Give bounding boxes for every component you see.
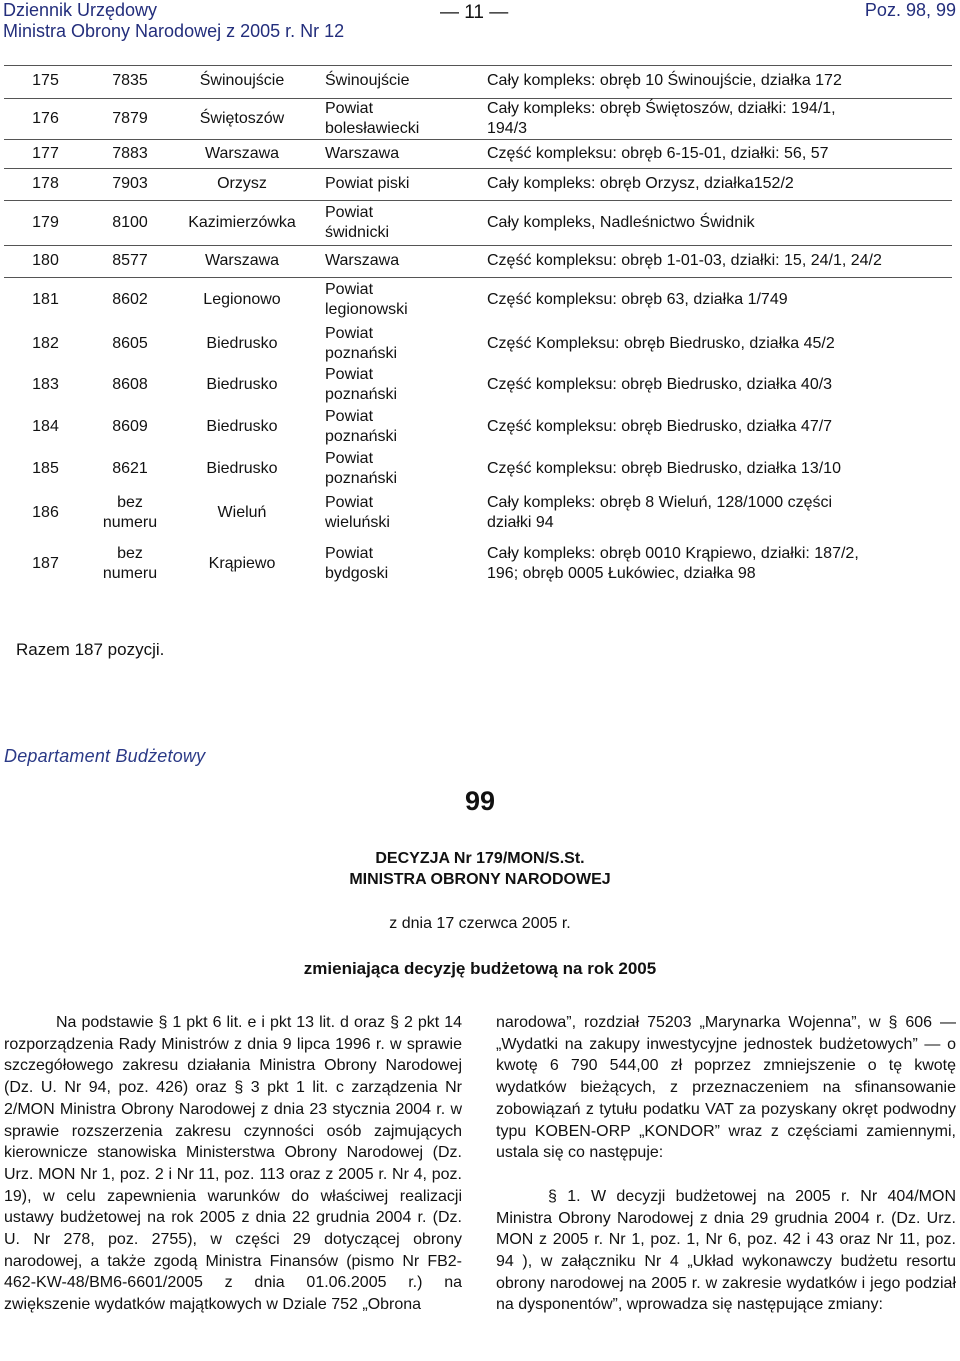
page-number: — 11 — xyxy=(440,2,509,23)
cell-number: 8577 xyxy=(112,252,148,269)
cell-locality: Biedrusko xyxy=(206,418,278,435)
cell-number: 7903 xyxy=(112,175,148,192)
cell-description: Cały kompleks: obręb Świętoszów, działki: 194/1, 194/3 xyxy=(487,99,836,137)
cell-locality: Kazimierzówka xyxy=(188,213,296,231)
cell-lp: 180 xyxy=(32,252,59,269)
cell-number: 8605 xyxy=(112,334,148,352)
cell-locality: Orzysz xyxy=(217,175,267,192)
cell-lp: 175 xyxy=(32,72,59,90)
cell-lp: 183 xyxy=(32,376,59,393)
body-left-column xyxy=(4,1012,462,1316)
cell-lp: 176 xyxy=(32,109,59,127)
cell-locality: Legionowo xyxy=(203,291,281,309)
cell-description: Cały kompleks, Nadleśnictwo Świdnik xyxy=(487,213,755,231)
cell-description: Część kompleksu: obręb Biedrusko, działka 40/3 xyxy=(487,376,833,393)
table-row xyxy=(4,65,952,98)
decision-issuer: MINISTRA OBRONY NARODOWEJ xyxy=(349,871,611,888)
position-numbers: Poz. 98, 99 xyxy=(864,0,956,20)
table-row xyxy=(4,490,952,536)
cell-lp: 187 xyxy=(32,554,59,572)
cell-number: 8608 xyxy=(112,376,148,393)
cell-number: 8609 xyxy=(112,418,148,435)
table-row xyxy=(4,448,952,490)
cell-lp: 185 xyxy=(32,460,59,477)
cell-description: Część kompleksu: obręb Biedrusko, działka 13/10 xyxy=(487,460,841,477)
department-name: Departament Budżetowy xyxy=(4,746,206,766)
legal-basis-continuation: narodowa”, rozdział 75203 „Marynarka Wojenna”, w § 606 — „Wydatki na zakupy inwestycyjne jednostek budżetowych” — o kwotę 6 790 544,00 zł poprzez zmniejszenie o tę kwotę wydatków bieżących, z przeznaczeniem na sfinansowanie zobowiązań z tytułu podatku VAT za pozyskany okręt podwodny typu KOBEN-ORP „KONDOR” wraz z częściami zamiennymi, ustala się co następuje: xyxy=(496,1014,956,1162)
decision-title: DECYZJA Nr 179/MON/S.St. xyxy=(375,850,585,867)
cell-lp: 178 xyxy=(32,175,59,192)
cell-district: Powiat bolesławiecki xyxy=(325,99,420,137)
cell-district: Powiat bydgoski xyxy=(325,544,389,582)
cell-district: Powiat poznański xyxy=(325,450,398,487)
page-header xyxy=(0,0,960,44)
paragraph-1: § 1. W decyzji budżetowej na 2005 r. Nr 404/MON Ministra Obrony Narodowej z dnia 29 grudnia 2004 r. (Dz. Urz. MON z 2005 r. Nr 1, poz. 1, Nr 6, poz. 42 i 43 oraz Nr 11, poz. 94 ), w załączniku Nr 4 „Układ wykonawczy budżetu resortu obrony narodowej na 2005 r. w zakresie wydatków i jego podział na dysponentów”, wprowadza się następujące zmiany: xyxy=(496,1187,956,1314)
table-summary: Razem 187 pozycji. xyxy=(16,640,165,659)
cell-locality: Biedrusko xyxy=(206,460,278,477)
cell-lp: 179 xyxy=(32,213,59,231)
cell-number: 7835 xyxy=(112,72,148,90)
cell-number: bez numeru xyxy=(102,544,158,582)
cell-locality: Warszawa xyxy=(204,252,280,269)
cell-number: 7879 xyxy=(112,109,148,127)
table-row xyxy=(4,323,952,364)
table-row xyxy=(4,98,952,139)
cell-locality: Wieluń xyxy=(217,504,267,521)
cell-locality: Biedrusko xyxy=(206,376,278,393)
cell-locality: Biedrusko xyxy=(206,334,278,352)
decision-subject: zmieniająca decyzję budżetową na rok 2005 xyxy=(303,959,657,978)
cell-description: Część kompleksu: obręb 6-15-01, działki: 56, 57 xyxy=(487,144,829,162)
cell-district: Warszawa xyxy=(325,252,400,269)
table-row xyxy=(4,536,952,591)
property-table-body xyxy=(4,65,952,591)
cell-locality: Warszawa xyxy=(204,144,280,162)
cell-district: Powiat poznański xyxy=(325,324,398,362)
table-row xyxy=(4,245,952,277)
cell-locality: Świętoszów xyxy=(199,109,285,127)
cell-lp: 186 xyxy=(32,504,59,521)
cell-district: Warszawa xyxy=(325,144,400,162)
cell-district: Powiat legionowski xyxy=(325,281,408,319)
cell-district: Świnoujście xyxy=(325,72,410,90)
cell-locality: Świnoujście xyxy=(199,72,285,90)
cell-district: Powiat poznański xyxy=(325,408,398,445)
cell-number: 8602 xyxy=(112,291,148,309)
cell-number: 8100 xyxy=(112,213,148,231)
decision-position-number: 99 xyxy=(464,786,496,816)
cell-description: Cały kompleks: obręb 8 Wieluń, 128/1000 części działki 94 xyxy=(487,494,833,531)
legal-basis-paragraph: Na podstawie § 1 pkt 6 lit. e i pkt 13 lit. d oraz § 2 pkt 14 rozporządzenia Rady Ministrów z dnia 9 lipca 1996 r. w sprawie szczegółowego zakresu działania Ministra Obrony Narodowej (Dz. U. Nr 94, poz. 426) oraz § 3 pkt 1 lit. c zarządzenia Nr 2/MON Ministra Obrony Narodowej z dnia 23 stycznia 2004 r. w sprawie rozszerzenia zakresu czynności osób zajmujących kierownicze stanowiska Ministerstwa Obrony Narodowej (Dz. Urz. MON Nr 1, poz. 2 i Nr 11, poz. 113 oraz z 2005 r. Nr 4, poz. 19), w celu zapewnienia warunków do właściwej realizacji ustawy budżetowej na rok 2005 z dnia 22 grudnia 2004 r. (Dz. U. Nr 278, poz. 2755), w części 29 dotyczącej obrony narodowej, a także zgodą Ministra Finansów (pismo Nr FB2-462-KW-48/BM6-6601/2005 z dnia 01.06.2005 r.) na zwiększenie wydatków majątkowych w Dziale 752 „Obrona xyxy=(4,1014,462,1314)
cell-description: Cały kompleks: obręb 10 Świnoujście, działka 172 xyxy=(487,72,842,90)
table-row xyxy=(4,139,952,168)
cell-description: Część Kompleksu: obręb Biedrusko, działka 45/2 xyxy=(487,334,835,352)
journal-name: Dziennik Urzędowy xyxy=(3,0,158,20)
table-row xyxy=(4,406,952,448)
cell-lp: 177 xyxy=(32,144,59,162)
table-row xyxy=(4,168,952,200)
cell-lp: 184 xyxy=(32,418,59,435)
cell-description: Cały kompleks: obręb Orzysz, działka152/2 xyxy=(487,175,794,192)
cell-number: 7883 xyxy=(112,144,148,162)
journal-title xyxy=(3,0,344,42)
cell-number: bez numeru xyxy=(102,494,158,531)
cell-number: 8621 xyxy=(112,460,148,477)
table-row xyxy=(4,200,952,245)
body-right-column xyxy=(496,1012,956,1316)
cell-description: Część kompleksu: obręb 1-01-03, działki: 15, 24/1, 24/2 xyxy=(487,252,882,269)
cell-description: Część kompleksu: obręb Biedrusko, działka 47/7 xyxy=(487,418,833,435)
cell-district: Powiat wieluński xyxy=(325,494,390,531)
cell-description: Cały kompleks: obręb 0010 Krąpiewo, działki: 187/2, 196; obręb 0005 Łukówiec, działka 98 xyxy=(487,544,859,582)
cell-description: Część kompleksu: obręb 63, działka 1/749 xyxy=(487,291,788,309)
cell-lp: 181 xyxy=(32,291,59,309)
property-table xyxy=(4,65,952,591)
table-row xyxy=(4,364,952,406)
cell-lp: 182 xyxy=(32,334,59,352)
cell-district: Powiat świdnicki xyxy=(325,203,390,241)
journal-ministry: Ministra Obrony Narodowej z 2005 r. Nr 12 xyxy=(3,21,345,41)
cell-district: Powiat poznański xyxy=(325,366,398,403)
cell-locality: Krąpiewo xyxy=(208,554,276,572)
table-row xyxy=(4,277,952,323)
decision-date: z dnia 17 czerwca 2005 r. xyxy=(389,915,571,932)
cell-district: Powiat piski xyxy=(325,175,410,192)
